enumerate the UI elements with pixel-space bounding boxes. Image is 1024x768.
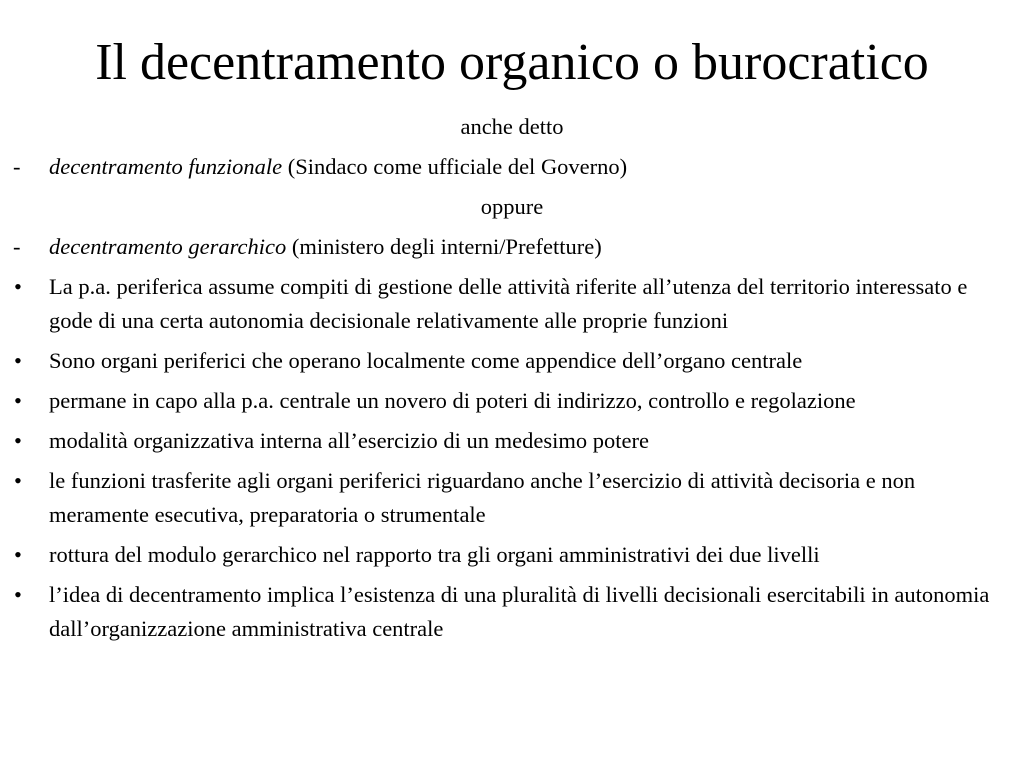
bullet-text: l’idea di decentramento implica l’esistenza di una pluralità di livelli decisionali esercitabili in autonomia dall’organizzazione amministrativa centrale — [49, 582, 990, 641]
bullet-marker: • — [14, 468, 22, 493]
bullet-text: modalità organizzativa interna all’esercizio di un medesimo potere — [49, 428, 649, 453]
dash-item-rest: (ministero degli interni/Prefetture) — [286, 234, 602, 259]
slide-title: Il decentramento organico o burocratico — [95, 34, 929, 91]
bullet-marker: • — [14, 274, 22, 299]
bullet-marker: • — [14, 348, 22, 373]
bullet-item — [0, 384, 1024, 418]
dash-item-funzionale — [0, 150, 1024, 184]
bullet-item — [0, 578, 1024, 646]
slide-body — [0, 110, 1024, 652]
dash-item-emphasis: decentramento funzionale — [49, 154, 283, 179]
connector-line: oppure — [480, 194, 544, 219]
bullet-item — [0, 344, 1024, 378]
dash-marker: - — [13, 234, 21, 259]
dash-marker: - — [13, 154, 21, 179]
bullet-marker: • — [14, 542, 22, 567]
bullet-item — [0, 464, 1024, 532]
bullet-marker: • — [14, 582, 22, 607]
bullet-text: rottura del modulo gerarchico nel rapporto tra gli organi amministrativi dei due livelli — [49, 542, 820, 567]
bullet-text: Sono organi periferici che operano localmente come appendice dell’organo centrale — [49, 348, 803, 373]
intro-line: anche detto — [460, 114, 564, 139]
bullet-marker: • — [14, 428, 22, 453]
bullet-marker: • — [14, 388, 22, 413]
bullet-item — [0, 424, 1024, 458]
dash-item-emphasis: decentramento gerarchico — [49, 234, 287, 259]
dash-item-rest: (Sindaco come ufficiale del Governo) — [282, 154, 628, 179]
bullet-text: permane in capo alla p.a. centrale un novero di poteri di indirizzo, controllo e regolazione — [49, 388, 856, 413]
bullet-text: La p.a. periferica assume compiti di gestione delle attività riferite all’utenza del territorio interessato e gode di una certa autonomia decisionale relativamente alle proprie funzioni — [49, 274, 968, 333]
dash-item-gerarchico — [0, 230, 1024, 264]
bullet-text: le funzioni trasferite agli organi periferici riguardano anche l’esercizio di attività decisoria e non meramente esecutiva, preparatoria o strumentale — [49, 468, 916, 527]
bullet-item — [0, 270, 1024, 338]
bullet-item — [0, 538, 1024, 572]
